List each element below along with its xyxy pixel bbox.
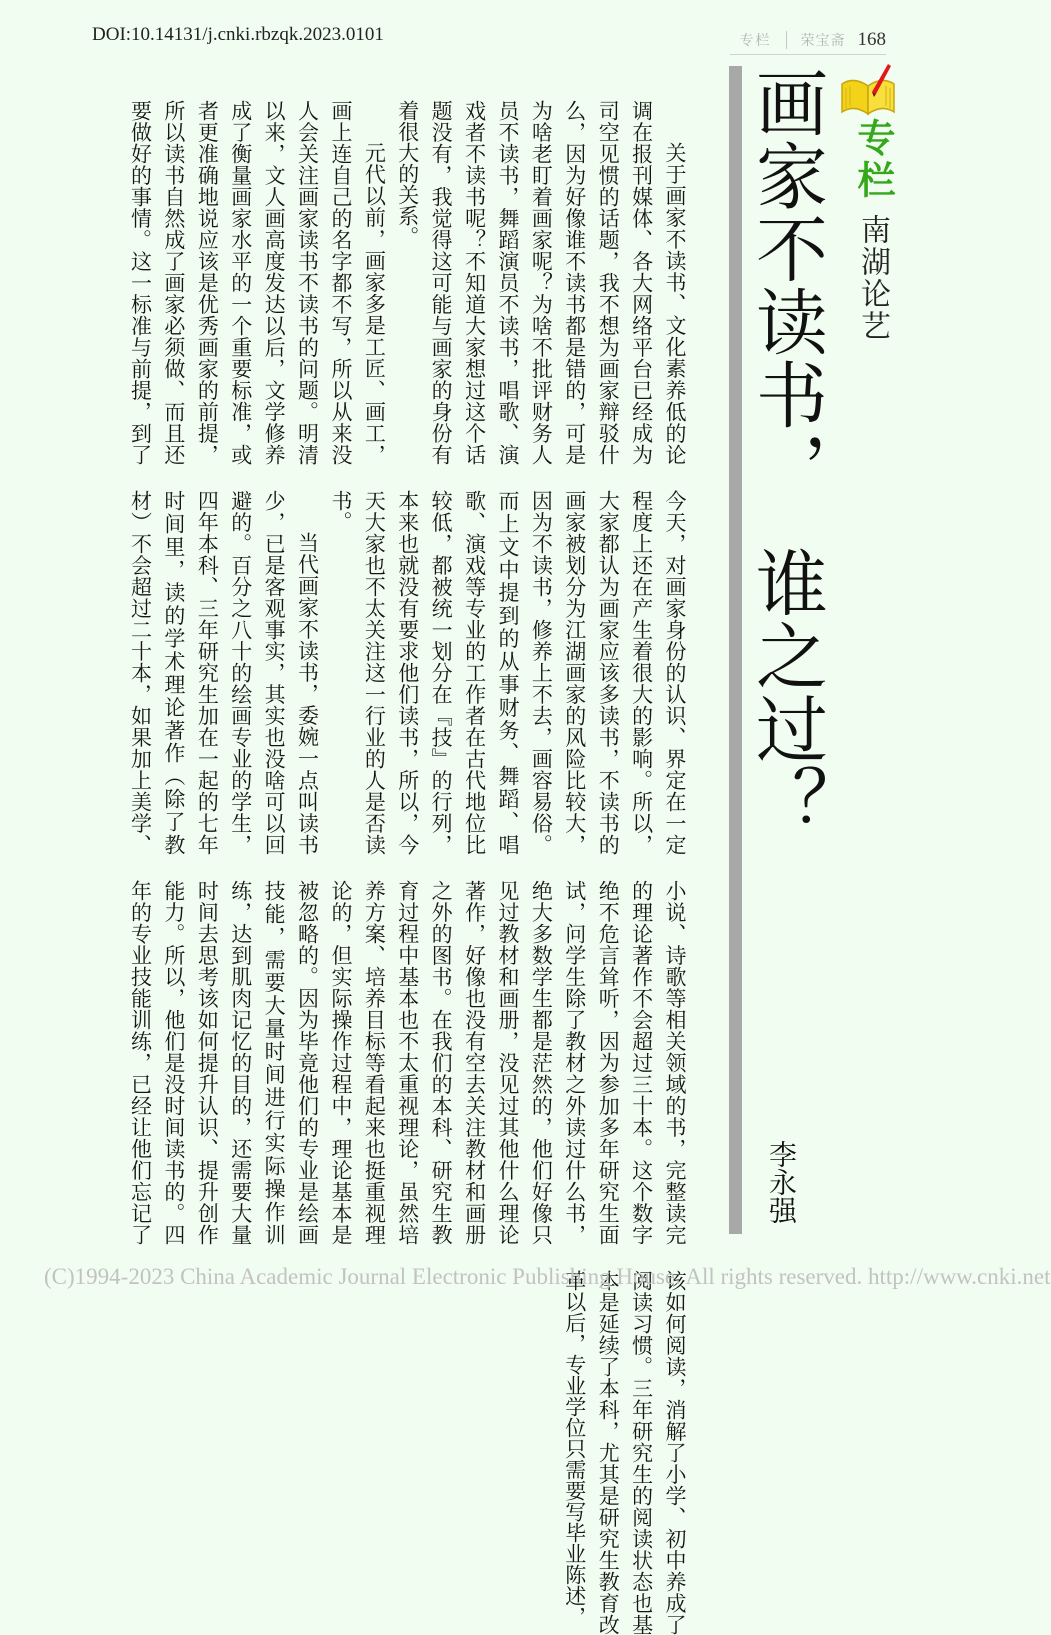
column-name: 南湖论艺 bbox=[855, 214, 890, 342]
title-part-2: 谁之过？ bbox=[744, 546, 828, 838]
header-divider bbox=[786, 31, 787, 49]
author-name: 李永强 bbox=[765, 1140, 798, 1224]
title-part-1: 画家不读书， bbox=[744, 66, 828, 504]
article-title bbox=[744, 66, 828, 838]
header-column-label: 专栏 bbox=[739, 34, 772, 49]
title-side-bar bbox=[729, 66, 742, 1234]
open-book-pen-icon bbox=[838, 62, 898, 120]
paragraph-3: 当代画家不读书，委婉一点叫读书少，已是客观事实，其实也没啥可以回避的。百分之八十的绘画专业的学生，四年本科、三年研究生加在一起的七年时间里，读的学术理论著作（除了教材）不会超过二十本，如果加上美学、小说、诗歌等相关领域的书，完整读完的理论著作不会超过三十本。这个数字绝不危言耸听，因为参加多年研究生面试，问学生除了教材之外读过什么书，绝大多数学生都是茫然的，他们好像只见过教材和画册，没见过其他什么理论著作，好像也没有空去关注教材和画册之外的图书。在我们的本科、研究生教育过程中基本也不太重视理论，虽然培养方案、培养目标等看起来也挺重视理论的，但实际操作过程中，理论基本是被忽略的。因为毕竟他们的专业是绘画技能，需要大量时间进行实际操作训练，达到肌肉记忆的目的，还需要大量时间去思考该如何提升认识、提升创作能力。所以，他们是没时间读书的。四年的专业技能训练，已经让他们忘记了该如何阅读，消解了小学、初中养成了阅读习惯。三年研究生的阅读状态也基本是延续了本科，尤其是研究生教育改革以后，专业学位只需要写毕业陈述， bbox=[128, 490, 687, 1635]
header-brand: 荣宝斋 bbox=[800, 34, 846, 49]
page-number: 168 bbox=[857, 29, 886, 50]
paragraph-1: 关于画家不读书、文化素养低的论调在报刊媒体、各大网络平台已经成为司空见惯的话题，我不想为画家辩驳什么，因为好像谁不读书都是错的，可是为啥老盯着画家呢？为啥不批评财务人员不读书，舞蹈演员不读书，唱歌、演戏者不读书呢？不知道大家想过这个话题没有，我觉得这可能与画家的身份有着很大的关系。 bbox=[395, 100, 687, 465]
running-header bbox=[740, 28, 887, 52]
column-label: 专栏 bbox=[851, 118, 895, 202]
header-rule bbox=[730, 54, 886, 55]
doi-text: DOI:10.14131/j.cnki.rbzqk.2023.0101 bbox=[92, 24, 384, 45]
copyright-footer: (C)1994-2023 China Academic Journal Electronic Publishing House. All rights reserved. http://www.cnki.net bbox=[44, 1264, 1051, 1289]
paragraph-2: 元代以前，画家多是工匠、画工，画上连自己的名字都不写，所以从来没人会关注画家读书不读书的问题。明清以来，文人画高度发达以后，文学修养成了衡量画家水平的一个重要标准，或者更准确地说应该是优秀画家的前提，所以读书自然成了画家必须做、而且还要做好的事情。这一标准与前提，到了今天，对画家身份的认识、界定在一定程度上还在产生着很大的影响。所以，大家都认为画家应该多读书，不读书的画家被划分为江湖画家的风险比较大，因为不读书，修养上不去，画容易俗。而上文中提到的从事财务、舞蹈、唱歌、演戏等专业的工作者在古代地位比较低，都被统一划分在『技』的行列，本来也就没有要求他们读书，所以，今天大家也不太关注这一行业的人是否读书。 bbox=[128, 100, 687, 855]
